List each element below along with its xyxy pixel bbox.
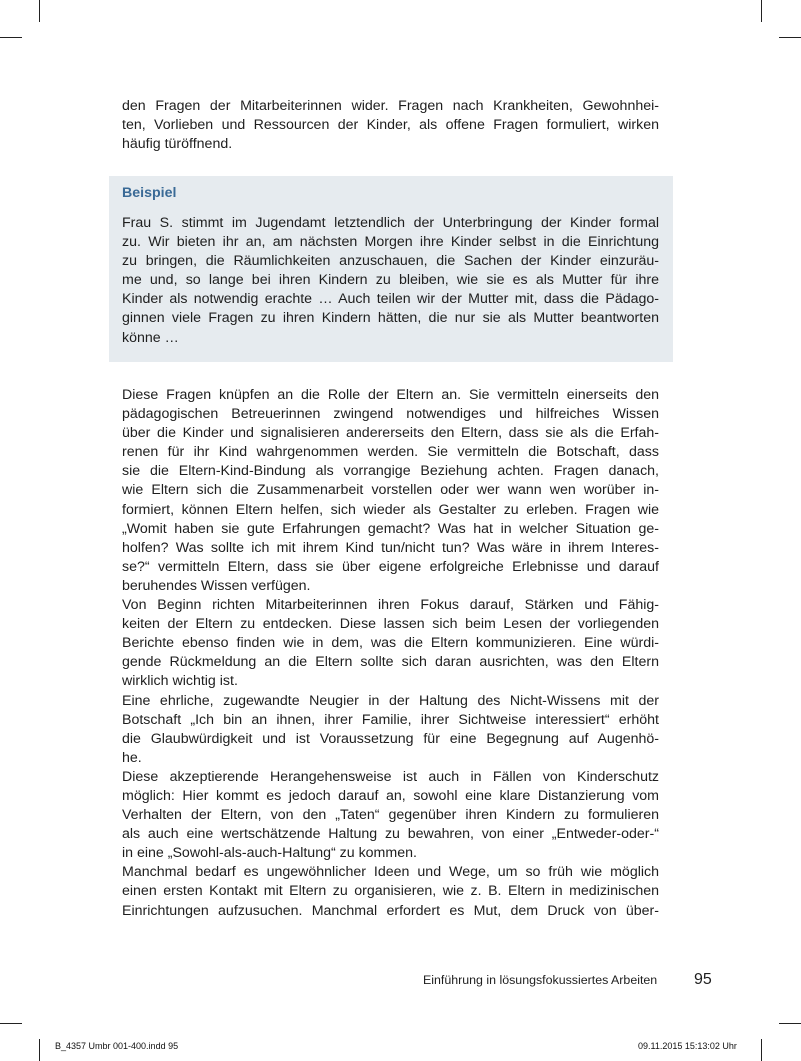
text-line: ginnen viele Fragen zu ihren Kindern hätten, die nur sie als Mutter beantworten (122, 310, 659, 327)
text-line: keiten der Eltern zu entdecken. Diese lassen sich beim Lesen der vorliegenden (122, 616, 659, 633)
page-number: 95 (694, 971, 712, 988)
text-line: den Fragen der Mitarbeiterinnen wider. Fragen nach Krankheiten, Gewohnhei- (122, 98, 659, 114)
crop-mark-top-right-h (779, 37, 801, 38)
intro-paragraph (122, 97, 659, 154)
crop-mark-bottom-left-h (0, 1023, 22, 1024)
text-line: holfen? Was sollte ich mit ihrem Kind tun/nicht tun? Was wäre in ihrem Interes- (122, 539, 659, 556)
example-box (109, 176, 673, 362)
text-line: Berichte ebenso finden wie in dem, was die Eltern kommunizieren. Eine würdi- (122, 635, 659, 652)
text-line: wie Eltern sich die Zusammenarbeit vorstellen oder wer wann wen worüber in- (122, 482, 659, 499)
text-line: Von Beginn richten Mitarbeiterinnen ihren Fokus darauf, Stärken und Fähig- (122, 597, 659, 614)
text-line: zu bringen, die Räumlichkeiten anzuschauen, die Sachen der Kinder einzuräu- (122, 253, 659, 270)
text-line: Eine ehrliche, zugewandte Neugier in der Haltung des Nicht-Wissens mit der (122, 692, 659, 709)
text-line: se?“ vermitteln Eltern, dass sie über eigene erfolgreiche Erlebnisse und darauf (122, 558, 659, 575)
body-text (122, 386, 659, 921)
crop-mark-top-left-h (0, 37, 22, 38)
text-line: „Womit haben sie gute Erfahrungen gemacht? Was hat in welcher Situation ge- (122, 520, 659, 537)
text-line: einen ersten Kontakt mit Eltern zu organisieren, wie z. B. Eltern in medizinischen (122, 883, 659, 900)
text-line: Einrichtungen aufzusuchen. Manchmal erfordert es Mut, dem Druck von über- (122, 902, 659, 919)
text-line: wirklich wichtig ist. (122, 673, 238, 690)
text-line: beruhendes Wissen verfügen. (122, 577, 311, 594)
slug-file: B_4357 Umbr 001-400.indd 95 (55, 1041, 179, 1051)
text-line: die Glaubwürdigkeit und ist Voraussetzung für eine Begegnung auf Augenhö- (122, 730, 659, 747)
crop-mark-top-left (39, 0, 40, 22)
crop-mark-bottom-left (39, 1039, 40, 1061)
running-title: Einführung in lösungsfokussiertes Arbeiten (423, 973, 658, 987)
text-line: gende Rückmeldung an die Eltern sollte sich daran ausrichten, was den Eltern (122, 654, 659, 671)
text-line: zu. Wir bieten ihr an, am nächsten Morgen ihre Kinder selbst in die Einrichtung (122, 234, 659, 251)
text-line: Manchmal bedarf es ungewöhnlicher Ideen und Wege, um so früh wie möglich (122, 864, 659, 881)
text-line: über die Kinder und signalisieren andererseits den Eltern, dass sie als die Erfah- (122, 425, 659, 442)
text-line: renen für ihr Kind wahrgenommen werden. Sie vermitteln die Botschaft, dass (122, 444, 659, 461)
example-title: Beispiel (122, 185, 177, 201)
text-line: Diese akzeptierende Herangehensweise ist auch in Fällen von Kinderschutz (122, 768, 659, 785)
slug-date: 09.11.2015 15:13:02 Uhr (638, 1041, 737, 1051)
text-line: häufig türöffnend. (122, 136, 233, 153)
text-line: sie die Eltern-Kind-Bindung als vorrangige Beziehung achten. Fragen danach, (122, 463, 659, 480)
text-line: he. (122, 749, 142, 766)
text-line: me und, so lange bei ihren Kindern zu bleiben, wie sie es als Mutter für ihre (122, 272, 659, 289)
text-line: Diese Fragen knüpfen an die Rolle der Eltern an. Sie vermitteln einerseits den (122, 387, 659, 403)
text-line: Frau S. stimmt im Jugendamt letztendlich der Unterbringung der Kinder formal (122, 215, 659, 231)
text-line: möglich: Hier kommt es jedoch darauf an, sowohl eine klare Distanzierung vom (122, 787, 659, 804)
crop-mark-top-right (761, 0, 762, 22)
crop-mark-bottom-right (761, 1039, 762, 1061)
text-line: könne … (122, 329, 179, 346)
text-line: formiert, können Eltern helfen, sich wieder als Gestalter zu erleben. Fragen wie (122, 501, 659, 518)
example-text (122, 214, 659, 348)
text-line: als auch eine wertschätzende Haltung zu bewahren, von einer „Entweder-oder-“ (122, 826, 659, 843)
text-line: Verhalten der Eltern, von den „Taten“ gegenüber ihren Kindern zu formulieren (122, 807, 659, 824)
crop-mark-bottom-right-h (779, 1023, 801, 1024)
text-line: Botschaft „Ich bin an ihnen, ihrer Familie, ihrer Sichtweise interessiert“ erhöht (122, 711, 659, 728)
text-line: ten, Vorlieben und Ressourcen der Kinder, als offene Fragen formuliert, wirken (122, 117, 659, 134)
text-line: pädagogischen Betreuerinnen zwingend notwendiges und hilfreiches Wissen (122, 406, 659, 423)
text-line: in eine „Sowohl-als-auch-Haltung“ zu kommen. (122, 845, 417, 862)
text-line: Kinder als notwendig erachte … Auch teilen wir der Mutter mit, dass die Pädago- (122, 291, 659, 308)
